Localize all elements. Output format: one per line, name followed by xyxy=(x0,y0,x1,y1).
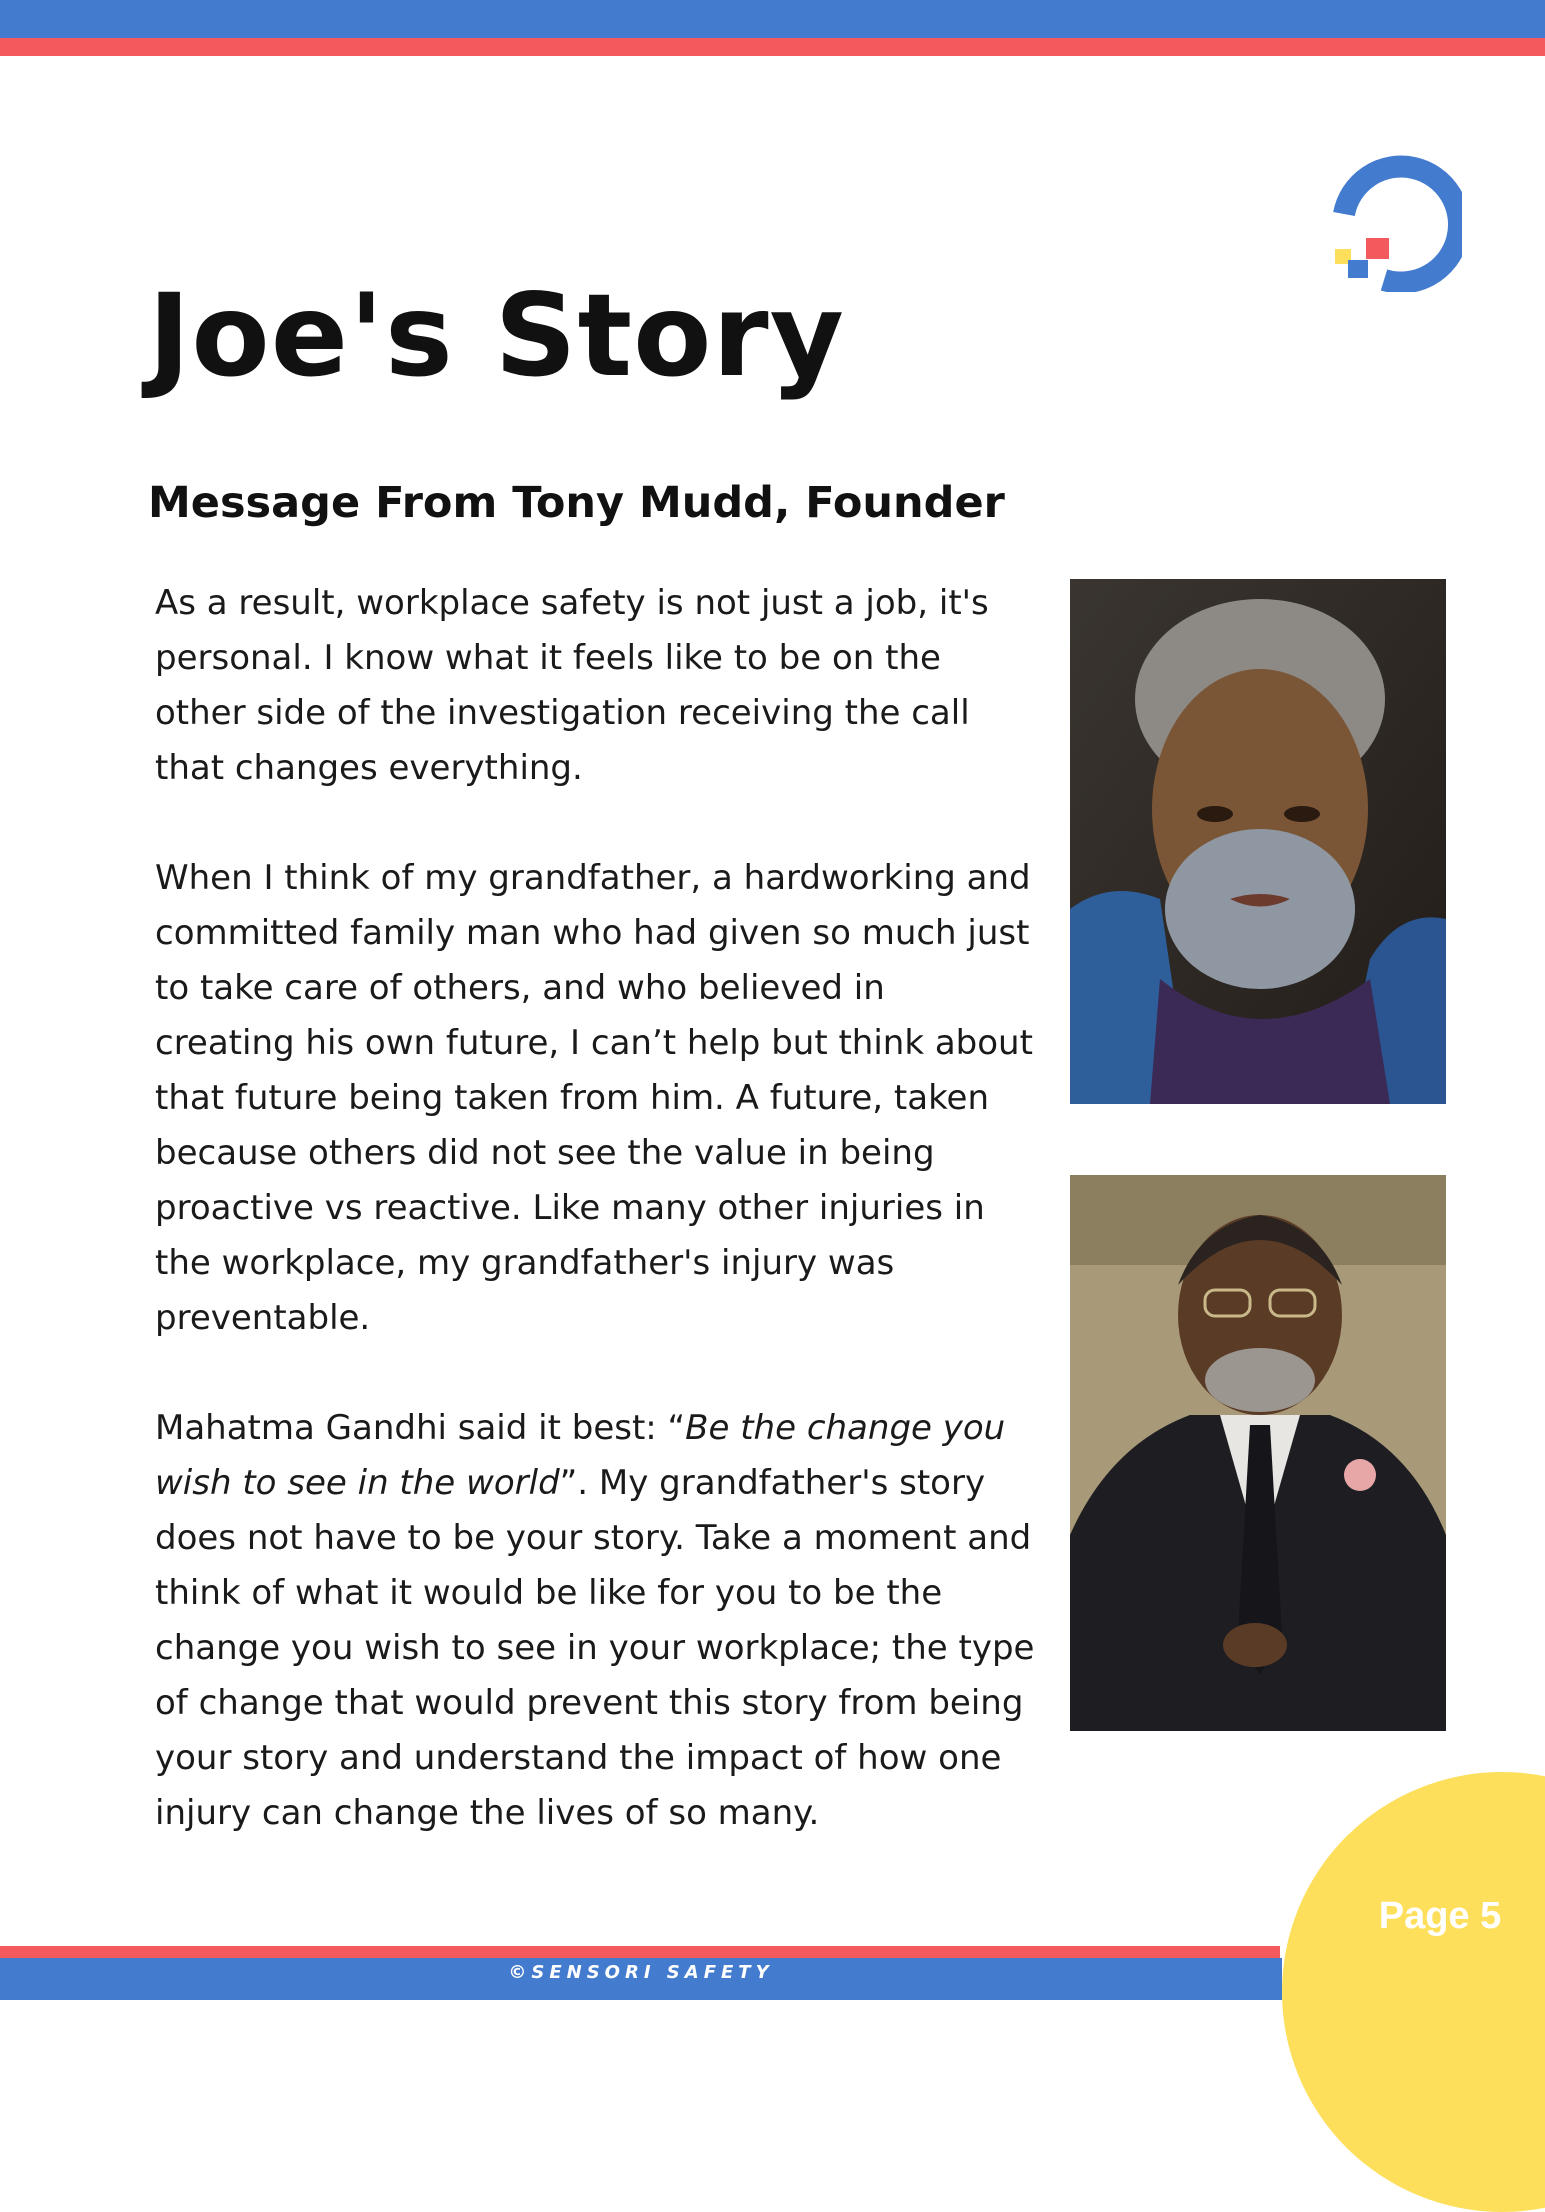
grandfather-photo-1 xyxy=(1070,579,1446,1104)
page-corner-circle xyxy=(1282,1772,1545,2212)
top-red-bar xyxy=(0,38,1545,56)
grandfather-photo-2 xyxy=(1070,1175,1446,1731)
sensori-safety-logo-icon xyxy=(1322,152,1462,292)
page-number: Page 5 xyxy=(1378,1895,1502,1937)
story-text xyxy=(155,576,1035,1841)
page-title: Joe's Story xyxy=(148,269,845,402)
paragraph-3 xyxy=(155,1401,1035,1841)
footer-copyright: ©SENSORI SAFETY xyxy=(508,1962,774,1983)
paragraph-1: As a result, workplace safety is not just a job, it's personal. I know what it feels like to be on the other side of the investigation receiving the call that changes everything. xyxy=(155,583,989,788)
quote-intro: Mahatma Gandhi said it best: “ xyxy=(155,1408,686,1448)
quote-continuation: ”. My grandfather's story does not have to be your story. Take a moment and think of what it would be like for you to be the change you wish to see in your workplace; the type of change that would prevent this story from being your story and understand the impact of how one injury can change the lives of so many. xyxy=(155,1463,1035,1833)
page-subtitle: Message From Tony Mudd, Founder xyxy=(148,478,1005,528)
gandhi-quote: Be the change you wish to see in the world xyxy=(155,1408,1006,1503)
top-blue-bar xyxy=(0,0,1545,38)
bottom-red-bar xyxy=(0,1946,1280,1958)
paragraph-2: When I think of my grandfather, a hardworking and committed family man who had given so much just to take care of others, and who believed in creating his own future, I can’t help but think about that future being taken from him. A future, taken because others did not see the value in being proactive vs reactive. Like many other injuries in the workplace, my grandfather's injury was preventable. xyxy=(155,858,1033,1338)
